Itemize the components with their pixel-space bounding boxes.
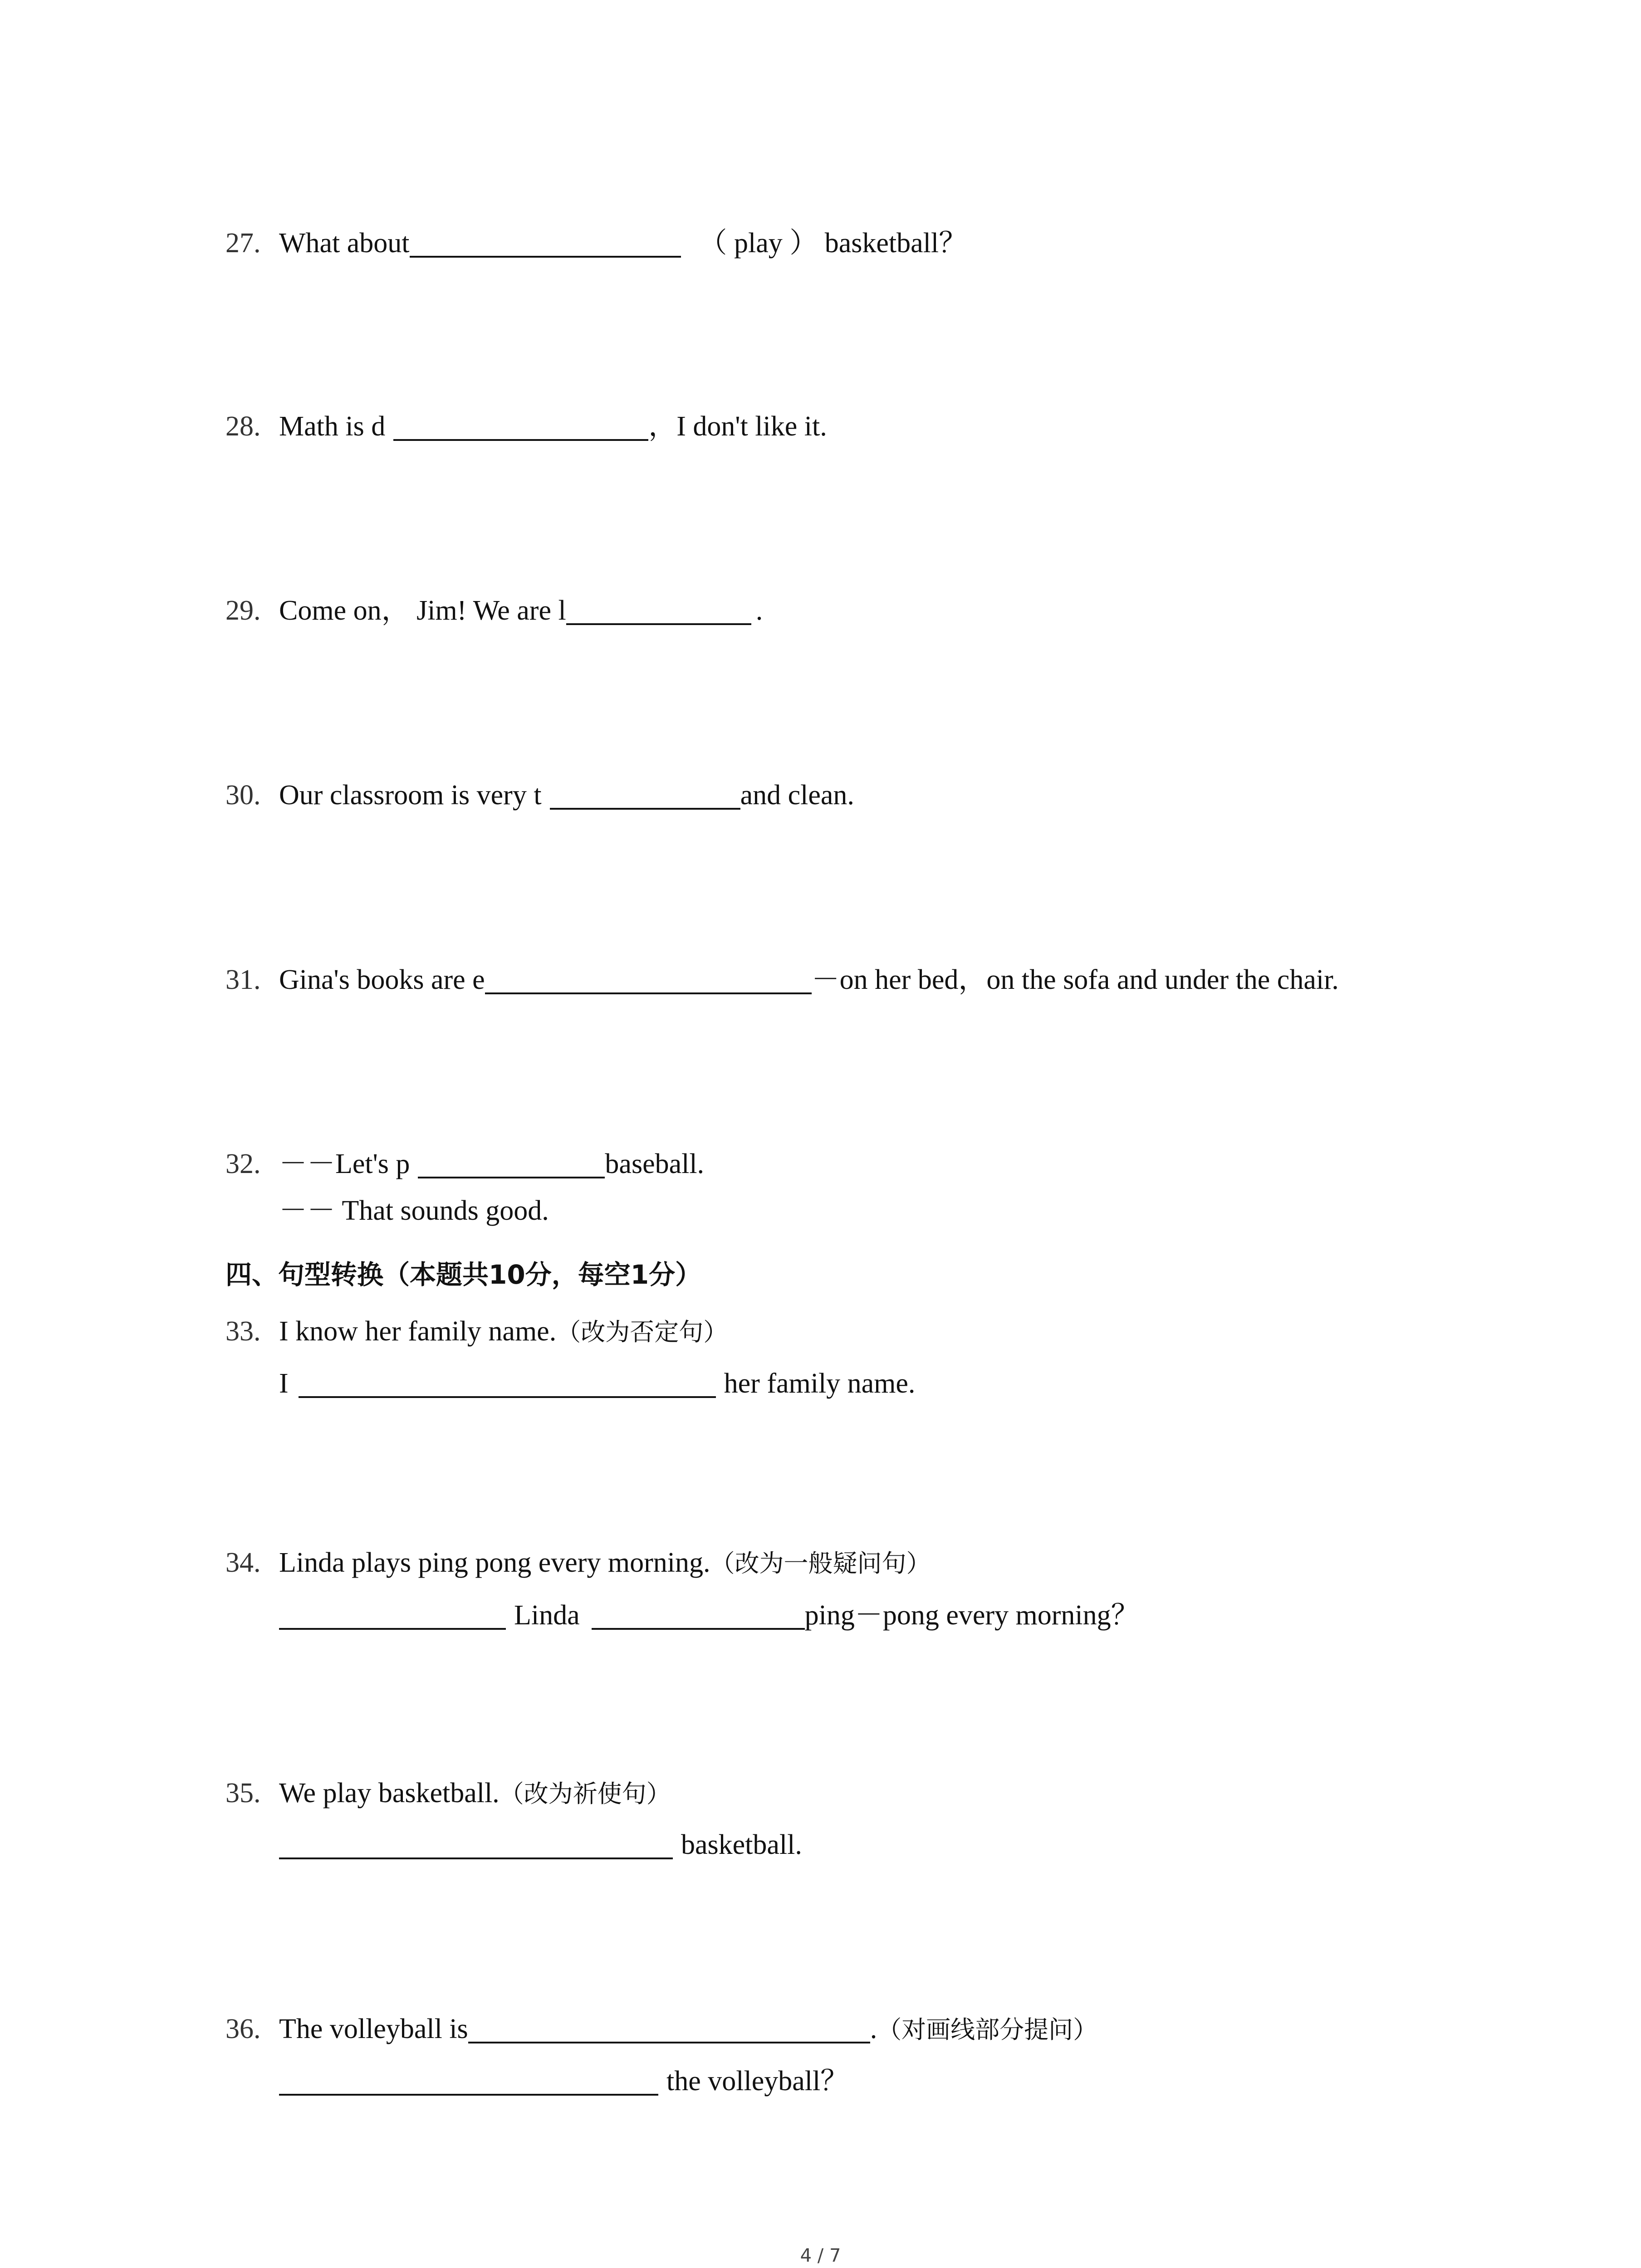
answer-blank[interactable]	[393, 415, 648, 441]
question-text: Math is d	[279, 411, 386, 442]
answer-tail: the volleyball？	[666, 2066, 849, 2097]
question-number: 27.	[225, 228, 261, 259]
answer-blank[interactable]	[418, 1152, 605, 1178]
question-number: 35.	[225, 1778, 261, 1809]
question-30	[225, 781, 854, 810]
answer-blank[interactable]	[550, 783, 740, 810]
instruction-hint: （对画线部分提问）	[877, 2015, 1098, 2044]
instruction-hint: （改为祈使句）	[499, 1779, 671, 1808]
question-text-tail: and clean.	[740, 780, 854, 811]
question-36	[225, 2015, 1097, 2043]
question-text: Come on， Jim! We are l	[279, 595, 566, 626]
answer-tail: her family name.	[724, 1368, 916, 1399]
question-text: What about	[279, 228, 410, 259]
question-number: 32.	[225, 1149, 261, 1179]
question-text-tail: baseball.	[605, 1149, 705, 1179]
question-35	[225, 1779, 671, 1807]
question-text: Linda plays ping pong every morning.	[279, 1547, 710, 1578]
page-number: 4 / 7	[800, 2245, 841, 2266]
question-text: －－Let's p	[279, 1149, 410, 1179]
question-32	[225, 1150, 704, 1178]
answer-blank[interactable]	[299, 1372, 716, 1398]
answer-blank[interactable]	[485, 968, 812, 994]
question-number: 33.	[225, 1316, 261, 1347]
question-text-tail: ，I don't like it.	[648, 411, 827, 442]
question-text: Gina's books are e	[279, 964, 485, 995]
question-text: We play basketball.	[279, 1778, 500, 1809]
question-35-answer	[279, 1831, 802, 1859]
question-dot: .	[870, 2014, 877, 2044]
question-number: 34.	[225, 1547, 261, 1578]
question-number: 29.	[225, 595, 261, 626]
question-36-answer	[279, 2067, 848, 2096]
answer-blank[interactable]	[279, 1833, 673, 1859]
instruction-hint: （改为一般疑问句）	[710, 1549, 931, 1578]
question-29	[225, 596, 763, 625]
question-number: 36.	[225, 2014, 261, 2044]
question-text-tail: （ play ） basketball？	[699, 228, 967, 259]
question-33-answer	[279, 1369, 915, 1398]
section-heading: 四、句型转换（本题共10分，每空1分）	[225, 1259, 702, 1290]
answer-tail: ping－pong every morning？	[804, 1600, 1139, 1631]
question-text: I know her family name.	[279, 1316, 557, 1347]
answer-lead: I	[279, 1368, 289, 1399]
question-34	[225, 1549, 931, 1577]
answer-mid: Linda	[514, 1600, 580, 1631]
answer-blank[interactable]	[566, 599, 751, 625]
answer-blank[interactable]	[410, 231, 681, 258]
question-number: 30.	[225, 780, 261, 811]
question-number: 31.	[225, 964, 261, 995]
question-31	[225, 966, 1339, 994]
answer-tail: basketball.	[681, 1829, 802, 1860]
answer-blank-underlined-part[interactable]	[468, 2017, 870, 2043]
question-33	[225, 1317, 728, 1345]
question-text: Our classroom is very t	[279, 780, 542, 811]
question-32-reply: －－ That sounds good.	[279, 1195, 549, 1226]
answer-blank[interactable]	[279, 2069, 658, 2096]
question-text: The volleyball is	[279, 2014, 468, 2044]
question-text-tail: －on her bed，on the sofa and under the chair.	[811, 964, 1339, 995]
answer-blank[interactable]	[592, 1603, 805, 1630]
answer-blank[interactable]	[279, 1603, 506, 1630]
question-number: 28.	[225, 411, 261, 442]
question-28	[225, 412, 827, 441]
question-text-tail: .	[755, 595, 763, 626]
question-34-answer	[279, 1601, 1139, 1630]
instruction-hint: （改为否定句）	[556, 1318, 728, 1346]
question-27	[225, 229, 967, 258]
